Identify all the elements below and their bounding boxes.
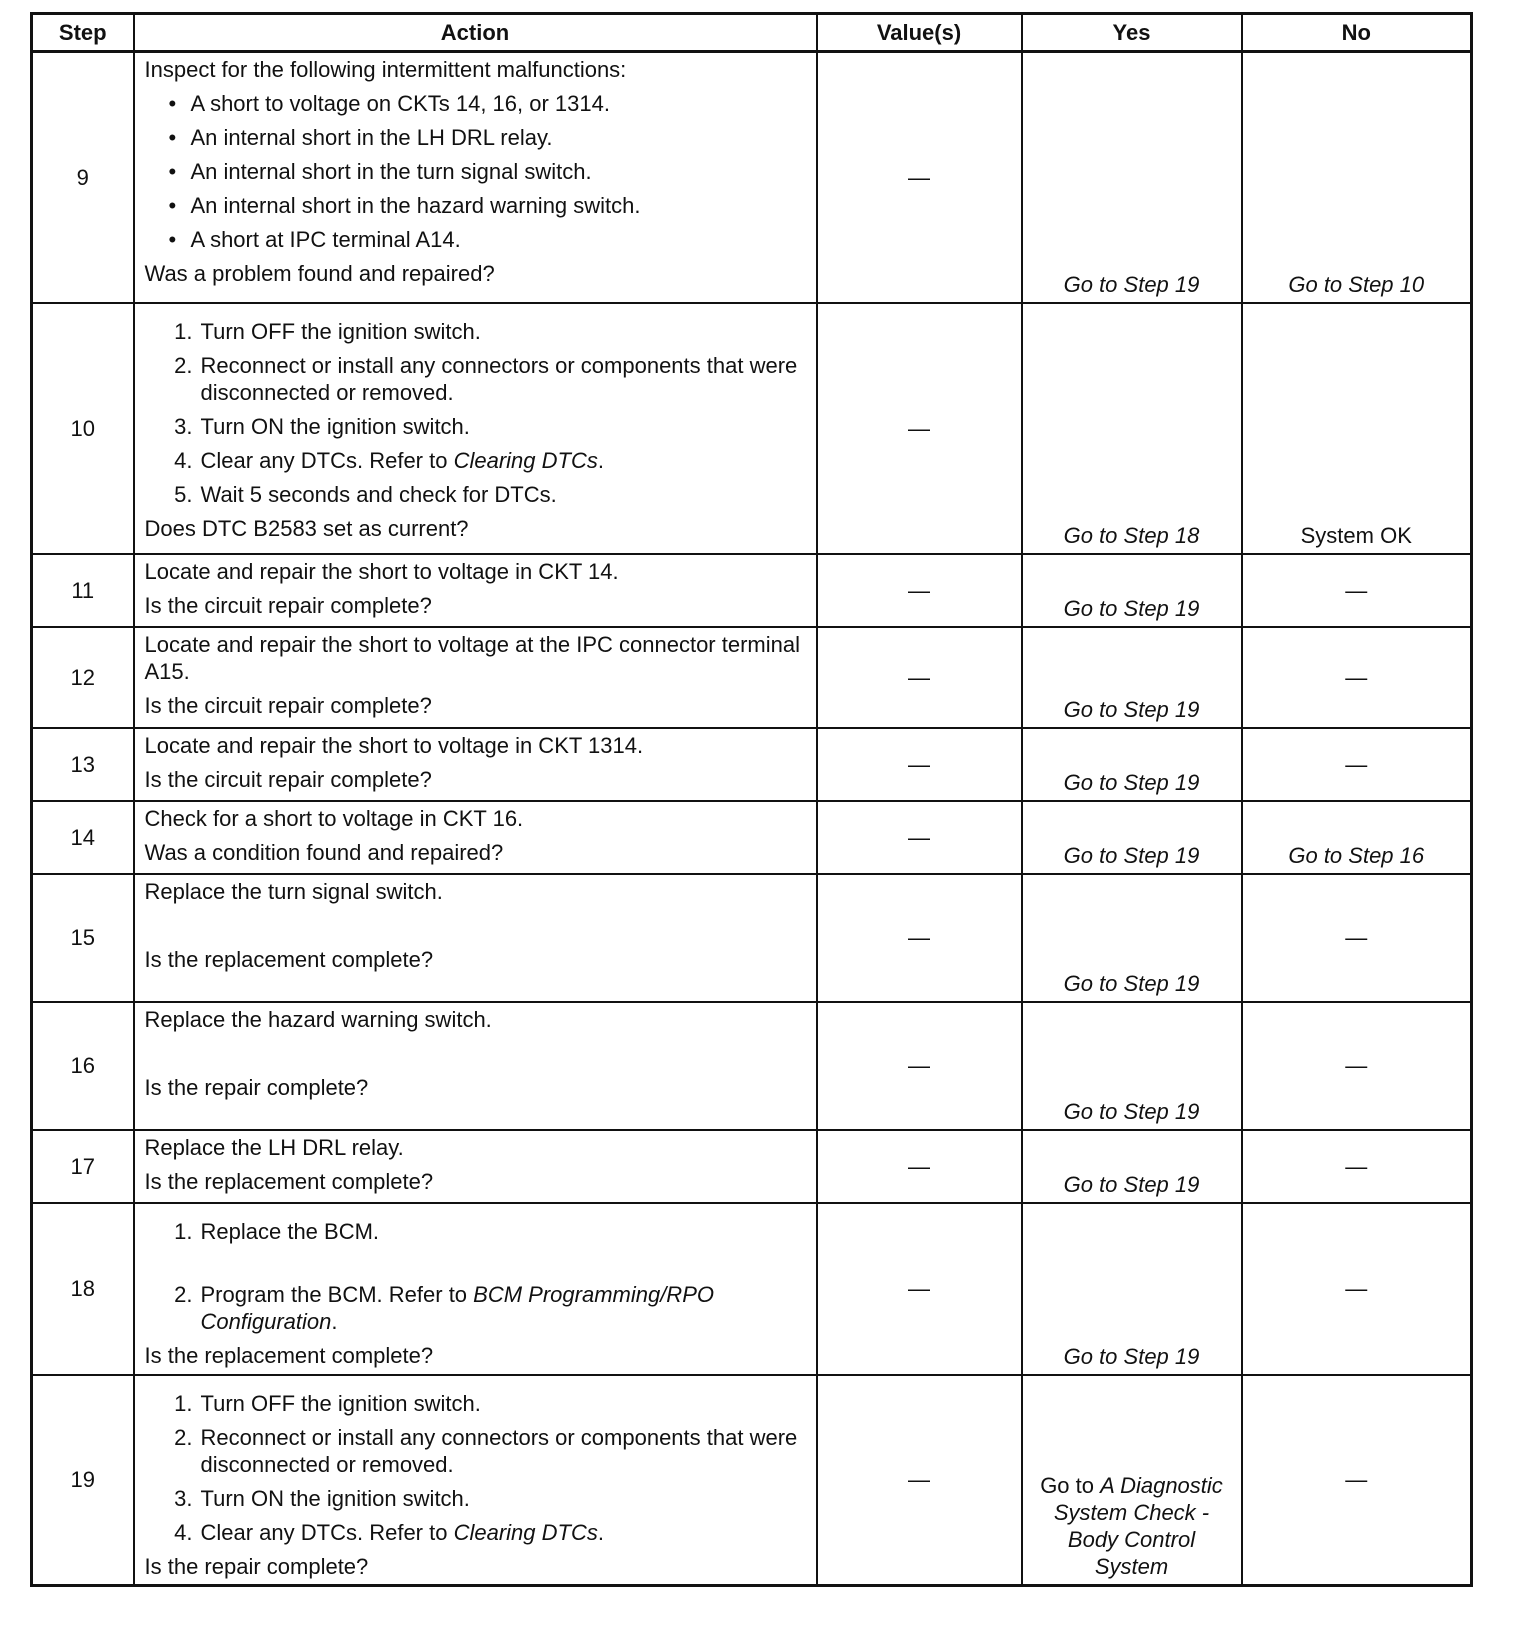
value-cell: — xyxy=(817,1002,1022,1130)
value-cell: — xyxy=(817,1203,1022,1375)
no-cell: — xyxy=(1242,627,1472,728)
step-number: 16 xyxy=(32,1002,134,1130)
no-cell: — xyxy=(1242,1375,1472,1586)
value-cell: — xyxy=(817,554,1022,627)
step-number: 13 xyxy=(32,728,134,801)
table-row xyxy=(32,554,1472,627)
list-item: 1. Turn OFF the ignition switch. xyxy=(174,318,481,344)
table-row xyxy=(32,1130,1472,1203)
yes-cell: Go to Step 19 xyxy=(1022,728,1242,801)
value-cell: — xyxy=(817,303,1022,554)
action-question: Is the replacement complete? xyxy=(144,946,434,972)
no-cell: — xyxy=(1242,874,1472,1002)
yes-link: A Diagnostic System Check - Body Control System xyxy=(1053,1472,1223,1579)
table-row xyxy=(32,874,1472,1002)
value-cell: — xyxy=(817,52,1022,303)
header-values: Value(s) xyxy=(817,14,1022,52)
action-question: Was a problem found and repaired? xyxy=(144,261,495,286)
list-item: 2. Reconnect or install any connectors or components that were disconnected or removed. xyxy=(174,352,798,405)
action-text: Locate and repair the short to voltage in CKT 14. xyxy=(144,558,619,584)
table-row xyxy=(32,801,1472,874)
action-cell xyxy=(134,1002,817,1130)
step-number: 15 xyxy=(32,874,134,1002)
bullet-list xyxy=(145,90,810,253)
action-question: Is the repair complete? xyxy=(144,1553,369,1579)
action-question: Is the circuit repair complete? xyxy=(144,592,432,618)
action-cell xyxy=(134,303,817,554)
header-action: Action xyxy=(134,14,817,52)
no-cell: System OK xyxy=(1242,303,1472,554)
header-step: Step xyxy=(32,14,134,52)
list-item: 1. Turn OFF the ignition switch. xyxy=(174,1390,481,1416)
action-question: Is the replacement complete? xyxy=(144,1168,434,1194)
yes-cell: Go to Step 19 xyxy=(1022,801,1242,874)
value-cell: — xyxy=(817,728,1022,801)
list-item: • An internal short in the hazard warning switch. xyxy=(169,192,810,219)
yes-cell: Go to Step 19 xyxy=(1022,874,1242,1002)
action-cell xyxy=(134,52,817,303)
action-question: Is the replacement complete? xyxy=(144,1342,434,1368)
yes-cell: Go to Step 19 xyxy=(1022,1002,1242,1130)
table-row xyxy=(32,728,1472,801)
action-cell xyxy=(134,1375,817,1586)
step-number: 18 xyxy=(32,1203,134,1375)
header-row xyxy=(32,14,1472,52)
action-text: Replace the hazard warning switch. xyxy=(144,1006,492,1032)
list-item: 2. Program the BCM. Refer to BCM Programming/RPO Configuration. xyxy=(174,1281,714,1334)
table-row xyxy=(32,52,1472,303)
table-row xyxy=(32,1375,1472,1586)
list-item: 4. Clear any DTCs. Refer to Clearing DTCs. xyxy=(174,1519,604,1545)
numbered-list xyxy=(145,318,810,508)
list-item: • An internal short in the turn signal switch. xyxy=(169,158,810,185)
header-no: No xyxy=(1242,14,1472,52)
no-cell: Go to Step 10 xyxy=(1242,52,1472,303)
step-number: 10 xyxy=(32,303,134,554)
no-cell: — xyxy=(1242,728,1472,801)
yes-cell: Go to Step 19 xyxy=(1022,52,1242,303)
yes-cell: Go to Step 19 xyxy=(1022,627,1242,728)
yes-cell xyxy=(1022,1375,1242,1586)
no-cell: — xyxy=(1242,554,1472,627)
yes-cell: Go to Step 19 xyxy=(1022,554,1242,627)
yes-cell: Go to Step 19 xyxy=(1022,1203,1242,1375)
action-cell xyxy=(134,1203,817,1375)
action-question: Is the circuit repair complete? xyxy=(144,766,432,792)
diagnostic-table xyxy=(30,12,1473,1587)
table-row xyxy=(32,1002,1472,1130)
list-item: 5. Wait 5 seconds and check for DTCs. xyxy=(174,481,557,507)
yes-prefix: Go to xyxy=(1040,1472,1101,1498)
yes-cell: Go to Step 18 xyxy=(1022,303,1242,554)
action-text: Locate and repair the short to voltage in CKT 1314. xyxy=(144,732,644,758)
list-item: 3. Turn ON the ignition switch. xyxy=(174,413,470,439)
yes-cell: Go to Step 19 xyxy=(1022,1130,1242,1203)
value-cell: — xyxy=(817,801,1022,874)
list-item: 3. Turn ON the ignition switch. xyxy=(174,1485,470,1511)
step-number: 11 xyxy=(32,554,134,627)
step-number: 12 xyxy=(32,627,134,728)
value-cell: — xyxy=(817,627,1022,728)
table-row xyxy=(32,303,1472,554)
numbered-list xyxy=(145,1390,810,1546)
action-question: Is the repair complete? xyxy=(144,1074,369,1100)
action-question: Was a condition found and repaired? xyxy=(144,839,504,865)
list-item: • A short at IPC terminal A14. xyxy=(169,226,810,253)
step-number: 17 xyxy=(32,1130,134,1203)
action-text: Replace the LH DRL relay. xyxy=(144,1134,404,1160)
list-item: 2. Reconnect or install any connectors or components that were disconnected or removed. xyxy=(174,1424,798,1477)
action-cell xyxy=(134,554,817,627)
list-item: • A short to voltage on CKTs 14, 16, or 1314. xyxy=(169,90,810,117)
action-text: Check for a short to voltage in CKT 16. xyxy=(144,805,524,831)
action-question: Does DTC B2583 set as current? xyxy=(144,515,469,541)
step-number: 19 xyxy=(32,1375,134,1586)
action-cell xyxy=(134,1130,817,1203)
no-cell: Go to Step 16 xyxy=(1242,801,1472,874)
value-cell: — xyxy=(817,874,1022,1002)
action-cell xyxy=(134,801,817,874)
action-text: Replace the turn signal switch. xyxy=(144,878,443,904)
action-text: Locate and repair the short to voltage at the IPC connector terminal A15. xyxy=(144,631,800,684)
step-number: 9 xyxy=(32,52,134,303)
no-cell: — xyxy=(1242,1130,1472,1203)
list-item: 1. Replace the BCM. xyxy=(174,1218,380,1244)
action-question: Is the circuit repair complete? xyxy=(144,692,432,718)
action-intro: Inspect for the following intermittent malfunctions: xyxy=(144,57,627,82)
action-cell xyxy=(134,874,817,1002)
step-number: 14 xyxy=(32,801,134,874)
action-cell xyxy=(134,728,817,801)
value-cell: — xyxy=(817,1130,1022,1203)
list-item: 4. Clear any DTCs. Refer to Clearing DTCs. xyxy=(174,447,604,473)
header-yes: Yes xyxy=(1022,14,1242,52)
no-cell: — xyxy=(1242,1002,1472,1130)
no-cell: — xyxy=(1242,1203,1472,1375)
table-row xyxy=(32,1203,1472,1375)
value-cell: — xyxy=(817,1375,1022,1586)
list-item: • An internal short in the LH DRL relay. xyxy=(169,124,810,151)
action-cell xyxy=(134,627,817,728)
numbered-list xyxy=(145,1218,810,1335)
table-row xyxy=(32,627,1472,728)
